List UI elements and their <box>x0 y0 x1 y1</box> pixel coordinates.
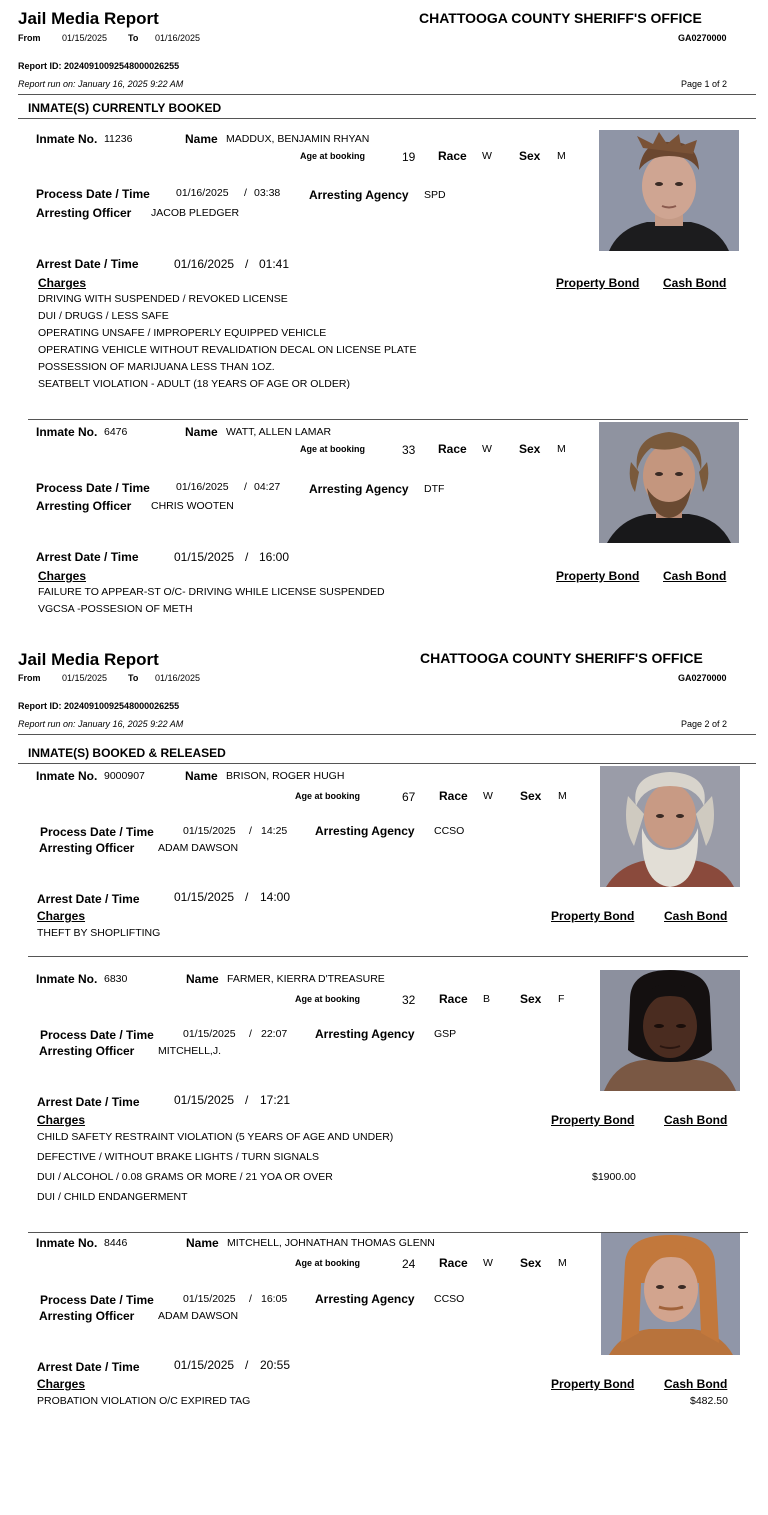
inmate-no-label: Inmate No. <box>36 1236 98 1250</box>
inmate-no-value: 8446 <box>104 1237 128 1249</box>
process-time: 22:07 <box>261 1028 288 1040</box>
name-value: WATT, ALLEN LAMAR <box>226 426 332 438</box>
charge-item: DEFECTIVE / WITHOUT BRAKE LIGHTS / TURN SIGNALS <box>37 1151 319 1163</box>
name-value: MITCHELL, JOHNATHAN THOMAS GLENN <box>227 1237 435 1249</box>
divider <box>18 763 756 764</box>
arresting-officer-label: Arresting Officer <box>39 1309 135 1323</box>
age-label: Age at booking <box>295 994 360 1004</box>
charge-item: OPERATING UNSAFE / IMPROPERLY EQUIPPED VEHICLE <box>38 327 327 339</box>
inmate-record <box>0 967 768 1217</box>
race-value: B <box>483 993 491 1005</box>
charge-item: PROBATION VIOLATION O/C EXPIRED TAG <box>37 1395 251 1407</box>
arrest-date: 01/15/2025 <box>174 550 235 564</box>
age-value: 33 <box>402 443 416 457</box>
property-bond-label: Property Bond <box>556 276 640 290</box>
section-title: INMATE(S) CURRENTLY BOOKED <box>28 101 222 115</box>
arrest-label: Arrest Date / Time <box>37 1095 140 1109</box>
process-time: 04:27 <box>254 481 281 493</box>
age-value: 24 <box>402 1257 416 1271</box>
agency-name: CHATTOOGA COUNTY SHERIFF'S OFFICE <box>420 650 703 666</box>
page-number: Page 1 of 2 <box>681 79 728 89</box>
ori-code: GA0270000 <box>678 673 727 683</box>
process-label: Process Date / Time <box>40 825 154 839</box>
race-value: W <box>483 1257 493 1269</box>
mugshot-photo <box>599 130 739 251</box>
process-time: 14:25 <box>261 825 288 837</box>
inmate-no-label: Inmate No. <box>36 425 98 439</box>
report-id: Report ID: 20240910092548000026255 <box>18 61 180 71</box>
cash-bond-label: Cash Bond <box>663 276 727 290</box>
arresting-officer-value: JACOB PLEDGER <box>151 207 240 219</box>
arresting-agency-label: Arresting Agency <box>315 1027 415 1041</box>
charges-label: Charges <box>37 909 86 923</box>
mugshot-photo <box>600 766 740 887</box>
property-bond-value: $1900.00 <box>592 1171 636 1183</box>
arrest-date: 01/15/2025 <box>174 890 235 904</box>
arrest-time: 20:55 <box>260 1358 291 1372</box>
divider <box>18 94 756 95</box>
sex-value: M <box>557 150 566 162</box>
arrest-time: 14:00 <box>260 890 291 904</box>
section-title: INMATE(S) BOOKED & RELEASED <box>28 746 226 760</box>
property-bond-label: Property Bond <box>551 1377 635 1391</box>
inmate-no-label: Inmate No. <box>36 769 98 783</box>
mugshot-photo <box>600 970 740 1091</box>
arrest-date: 01/16/2025 <box>174 257 235 271</box>
arresting-officer-label: Arresting Officer <box>39 841 135 855</box>
arresting-agency-label: Arresting Agency <box>309 482 409 496</box>
report-title: Jail Media Report <box>18 650 159 669</box>
divider <box>18 734 756 735</box>
inmate-record <box>0 128 768 418</box>
process-label: Process Date / Time <box>36 187 150 201</box>
inmate-no-value: 6476 <box>104 426 128 438</box>
charge-item: FAILURE TO APPEAR-ST O/C- DRIVING WHILE LICENSE SUSPENDED <box>38 586 385 598</box>
charge-item: THEFT BY SHOPLIFTING <box>37 927 161 939</box>
charges-label: Charges <box>37 1113 86 1127</box>
arresting-officer-value: ADAM DAWSON <box>158 842 239 854</box>
arresting-agency-label: Arresting Agency <box>309 188 409 202</box>
charge-item: POSSESSION OF MARIJUANA LESS THAN 1OZ. <box>38 361 275 373</box>
report-title: Jail Media Report <box>18 9 159 28</box>
arrest-date: 01/15/2025 <box>174 1358 235 1372</box>
arresting-officer-value: MITCHELL,J. <box>158 1045 222 1057</box>
to-label: To <box>128 673 139 683</box>
name-value: BRISON, ROGER HUGH <box>226 770 345 782</box>
cash-bond-label: Cash Bond <box>664 1113 728 1127</box>
from-label: From <box>18 33 41 43</box>
inmate-no-value: 11236 <box>104 133 133 145</box>
agency-name: CHATTOOGA COUNTY SHERIFF'S OFFICE <box>419 10 702 26</box>
arrest-time: 17:21 <box>260 1093 291 1107</box>
charges-label: Charges <box>37 1377 86 1391</box>
slash: / <box>244 481 247 493</box>
to-date: 01/16/2025 <box>155 33 201 43</box>
arresting-officer-label: Arresting Officer <box>36 206 132 220</box>
arresting-officer-label: Arresting Officer <box>36 499 132 513</box>
process-label: Process Date / Time <box>40 1028 154 1042</box>
slash: / <box>249 825 252 837</box>
arresting-agency-value: CCSO <box>434 825 465 837</box>
age-value: 19 <box>402 150 416 164</box>
sex-value: M <box>558 1257 567 1269</box>
arresting-agency-label: Arresting Agency <box>315 824 415 838</box>
process-date: 01/16/2025 <box>176 187 229 199</box>
race-label: Race <box>439 992 468 1006</box>
divider <box>28 956 748 957</box>
cash-bond-label: Cash Bond <box>664 909 728 923</box>
to-label: To <box>128 33 139 43</box>
process-date: 01/15/2025 <box>183 1028 236 1040</box>
property-bond-label: Property Bond <box>556 569 640 583</box>
from-date: 01/15/2025 <box>62 33 108 43</box>
name-label: Name <box>185 769 218 783</box>
to-date: 01/16/2025 <box>155 673 201 683</box>
name-label: Name <box>185 425 218 439</box>
inmate-record <box>0 421 768 621</box>
race-value: W <box>482 150 492 162</box>
cash-bond-label: Cash Bond <box>663 569 727 583</box>
arresting-agency-value: GSP <box>434 1028 457 1040</box>
arresting-officer-label: Arresting Officer <box>39 1044 135 1058</box>
arresting-agency-value: SPD <box>424 189 446 201</box>
arrest-label: Arrest Date / Time <box>37 892 140 906</box>
arresting-agency-label: Arresting Agency <box>315 1292 415 1306</box>
process-time: 16:05 <box>261 1293 288 1305</box>
arresting-agency-value: DTF <box>424 483 445 495</box>
mugshot-photo <box>599 422 739 543</box>
report-run-on: Report run on: January 16, 2025 9:22 AM <box>18 79 184 89</box>
age-label: Age at booking <box>295 1258 360 1268</box>
race-label: Race <box>439 1256 468 1270</box>
race-label: Race <box>438 149 467 163</box>
inmate-record <box>0 1232 768 1422</box>
arresting-officer-value: CHRIS WOOTEN <box>151 500 234 512</box>
process-time: 03:38 <box>254 187 281 199</box>
race-label: Race <box>439 789 468 803</box>
sex-label: Sex <box>520 1256 542 1270</box>
slash: / <box>249 1293 252 1305</box>
process-date: 01/16/2025 <box>176 481 229 493</box>
charges-label: Charges <box>38 276 87 290</box>
name-value: FARMER, KIERRA D'TREASURE <box>227 973 385 985</box>
sex-label: Sex <box>519 149 541 163</box>
process-date: 01/15/2025 <box>183 825 236 837</box>
slash: / <box>244 187 247 199</box>
arrest-date: 01/15/2025 <box>174 1093 235 1107</box>
charge-item: VGCSA -POSSESION OF METH <box>38 603 193 615</box>
name-label: Name <box>186 1236 219 1250</box>
slash: / <box>245 890 249 904</box>
slash: / <box>245 1358 249 1372</box>
sex-label: Sex <box>519 442 541 456</box>
from-label: From <box>18 673 41 683</box>
age-label: Age at booking <box>300 444 365 454</box>
arrest-label: Arrest Date / Time <box>37 1360 140 1374</box>
slash: / <box>249 1028 252 1040</box>
race-label: Race <box>438 442 467 456</box>
sex-value: M <box>557 443 566 455</box>
sex-label: Sex <box>520 992 542 1006</box>
ori-code: GA0270000 <box>678 33 727 43</box>
age-value: 32 <box>402 993 416 1007</box>
slash: / <box>245 257 249 271</box>
arresting-agency-value: CCSO <box>434 1293 465 1305</box>
age-value: 67 <box>402 790 416 804</box>
charge-item: DUI / ALCOHOL / 0.08 GRAMS OR MORE / 21 YOA OR OVER <box>37 1171 333 1183</box>
report-run-on: Report run on: January 16, 2025 9:22 AM <box>18 719 184 729</box>
charge-item: DUI / CHILD ENDANGERMENT <box>37 1191 188 1203</box>
property-bond-label: Property Bond <box>551 909 635 923</box>
charge-item: OPERATING VEHICLE WITHOUT REVALIDATION DECAL ON LICENSE PLATE <box>38 344 417 356</box>
inmate-no-label: Inmate No. <box>36 972 98 986</box>
inmate-record <box>0 765 768 955</box>
charge-item: DUI / DRUGS / LESS SAFE <box>38 310 169 322</box>
arrest-time: 01:41 <box>259 257 290 271</box>
slash: / <box>245 1093 249 1107</box>
cash-bond-label: Cash Bond <box>664 1377 728 1391</box>
race-value: W <box>482 443 492 455</box>
slash: / <box>245 550 249 564</box>
name-label: Name <box>186 972 219 986</box>
cash-bond-value: $482.50 <box>690 1395 728 1407</box>
arresting-officer-value: ADAM DAWSON <box>158 1310 239 1322</box>
divider <box>18 118 756 119</box>
charge-item: SEATBELT VIOLATION - ADULT (18 YEARS OF AGE OR OLDER) <box>38 378 350 390</box>
inmate-no-value: 9000907 <box>104 770 145 782</box>
process-date: 01/15/2025 <box>183 1293 236 1305</box>
page-number: Page 2 of 2 <box>681 719 728 729</box>
mugshot-photo <box>601 1233 740 1355</box>
arrest-time: 16:00 <box>259 550 290 564</box>
charge-item: CHILD SAFETY RESTRAINT VIOLATION (5 YEARS OF AGE AND UNDER) <box>37 1131 394 1143</box>
property-bond-label: Property Bond <box>551 1113 635 1127</box>
sex-value: M <box>558 790 567 802</box>
sex-label: Sex <box>520 789 542 803</box>
name-value: MADDUX, BENJAMIN RHYAN <box>226 133 370 145</box>
charges-label: Charges <box>38 569 87 583</box>
inmate-no-label: Inmate No. <box>36 132 98 146</box>
age-label: Age at booking <box>300 151 365 161</box>
inmate-no-value: 6830 <box>104 973 128 985</box>
arrest-label: Arrest Date / Time <box>36 257 139 271</box>
from-date: 01/15/2025 <box>62 673 108 683</box>
report-id: Report ID: 20240910092548000026255 <box>18 701 180 711</box>
process-label: Process Date / Time <box>40 1293 154 1307</box>
race-value: W <box>483 790 493 802</box>
name-label: Name <box>185 132 218 146</box>
sex-value: F <box>558 993 565 1005</box>
charge-item: DRIVING WITH SUSPENDED / REVOKED LICENSE <box>38 293 288 305</box>
age-label: Age at booking <box>295 791 360 801</box>
arrest-label: Arrest Date / Time <box>36 550 139 564</box>
process-label: Process Date / Time <box>36 481 150 495</box>
divider <box>28 419 748 420</box>
